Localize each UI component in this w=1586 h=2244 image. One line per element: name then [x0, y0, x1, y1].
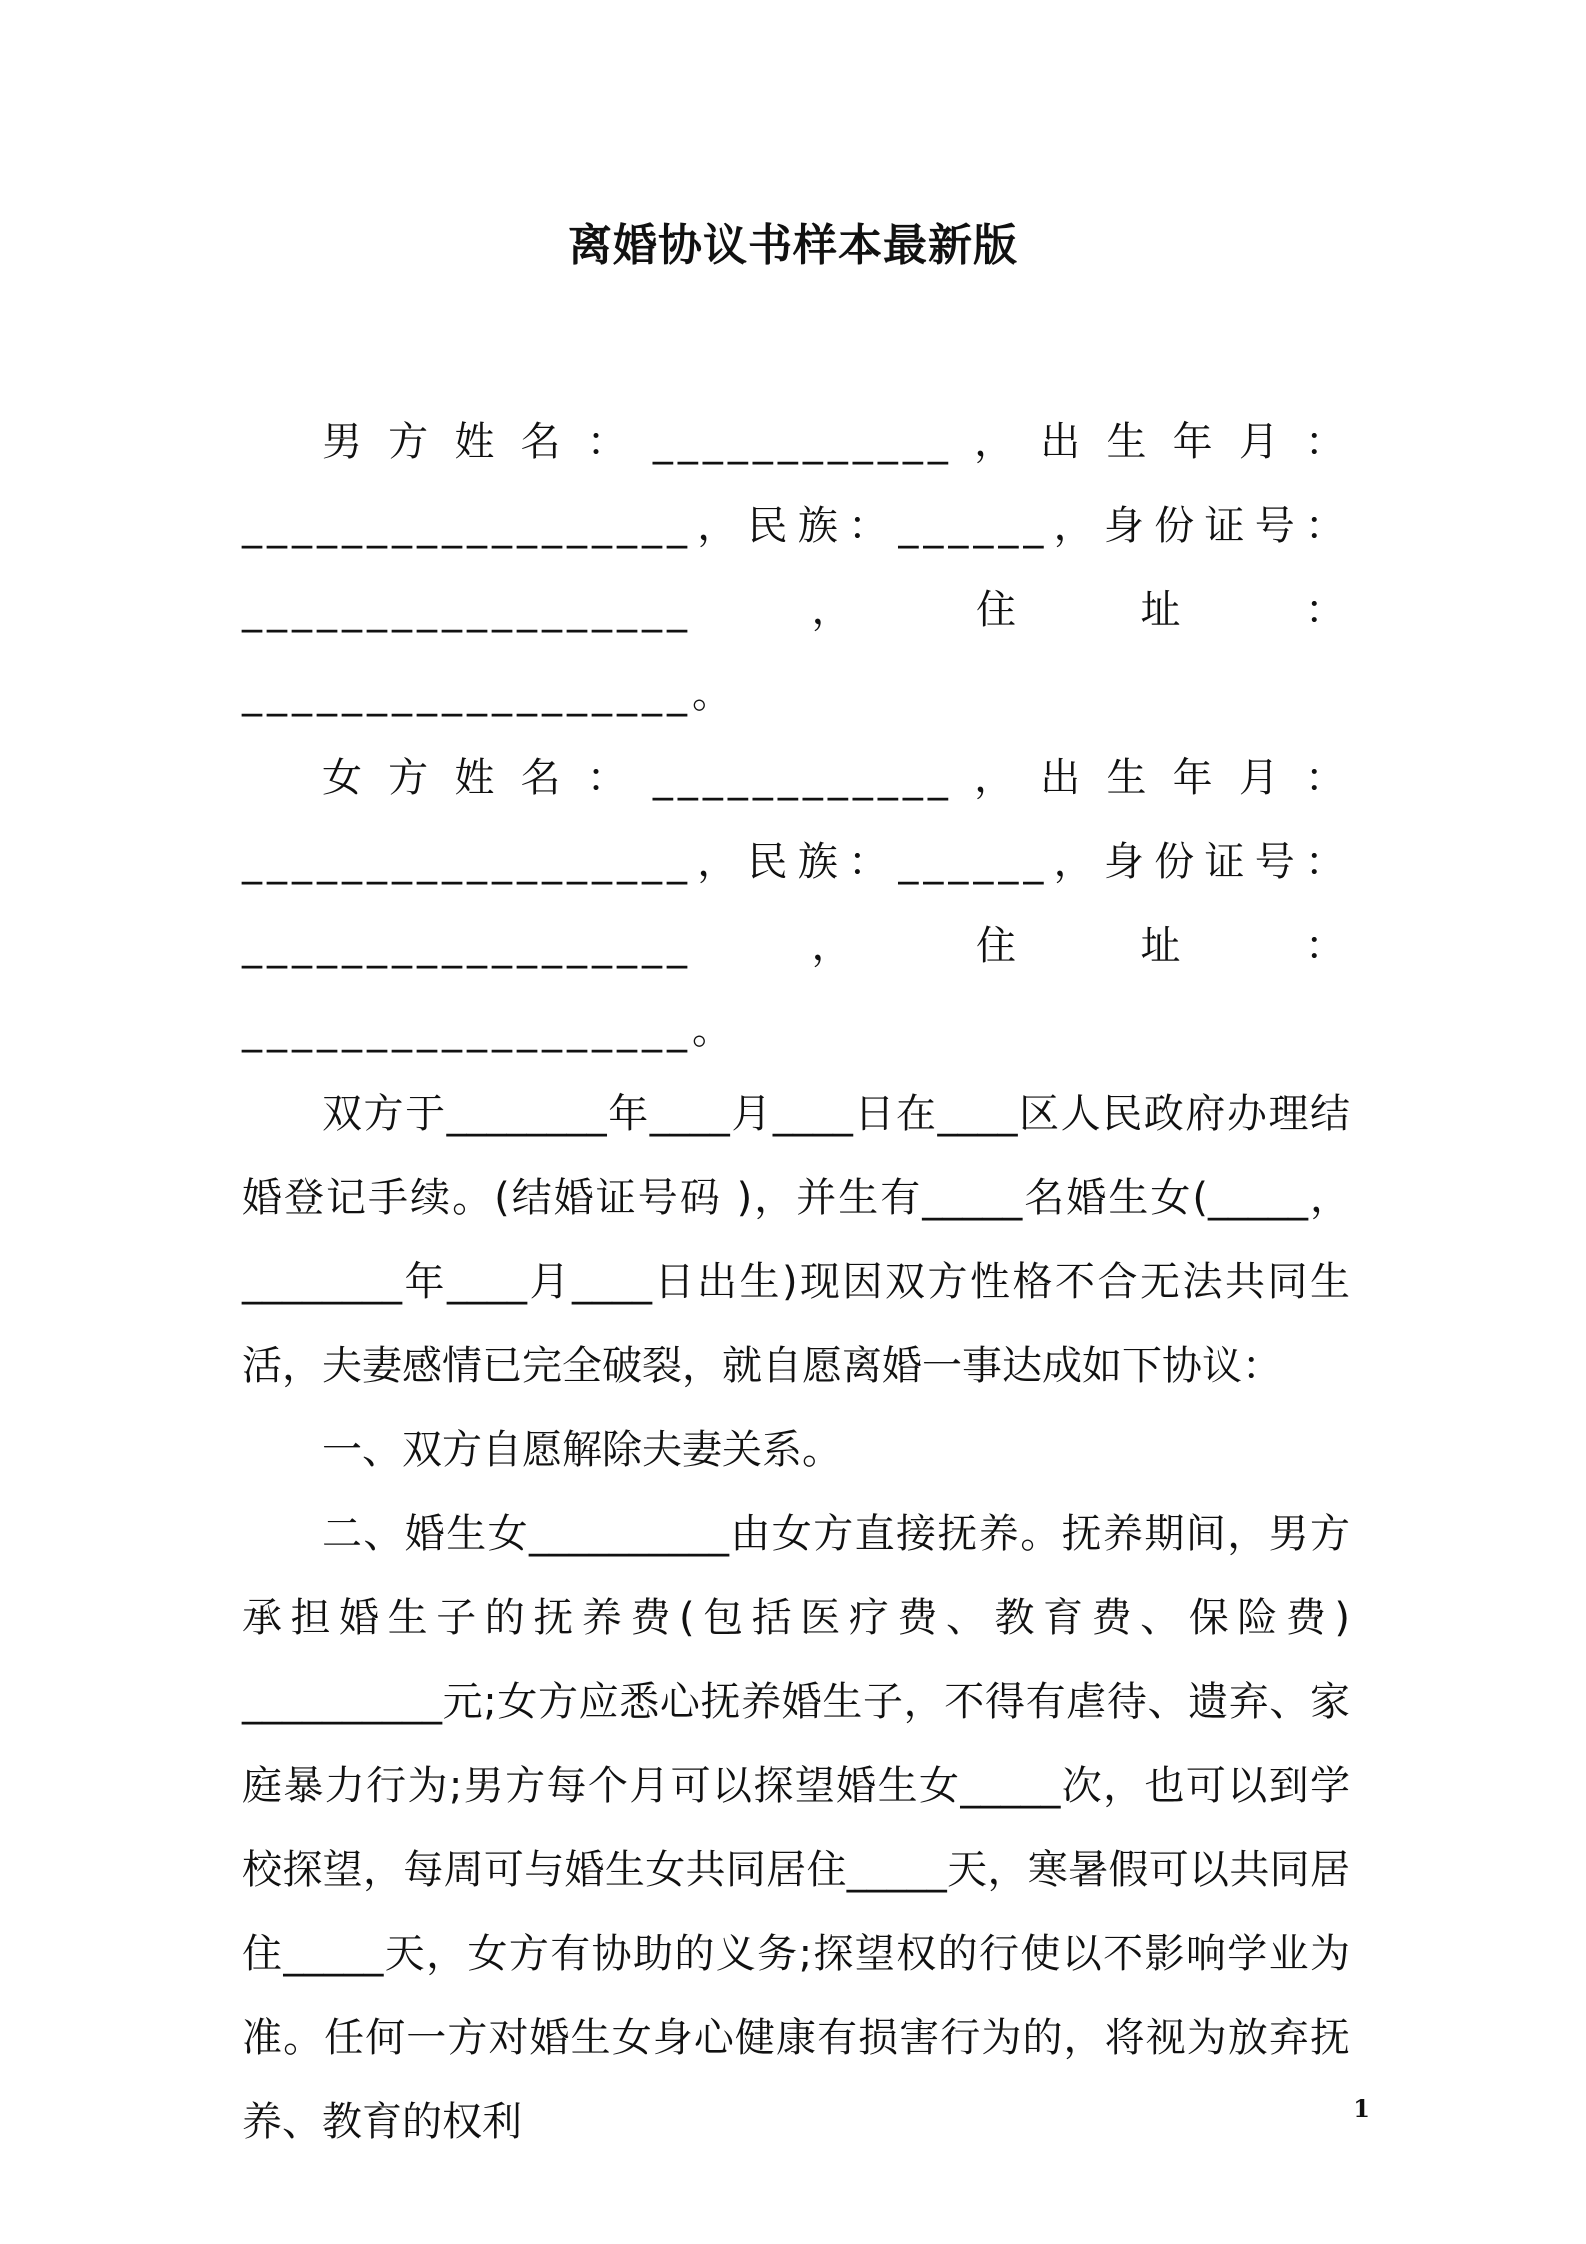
paragraph-male-party-info: 男方姓名：____________，出生年月：__________________，民族：______，身份证号：__________________，住址：__________________。: [242, 419, 1350, 717]
paragraph-female-party-info: 女方姓名：____________，出生年月：__________________，民族：______，身份证号：__________________，住址：__________________。: [242, 755, 1350, 1053]
document-title: 离婚协议书样本最新版: [568, 220, 1018, 271]
page-number: 1: [1353, 2094, 1370, 2123]
paragraph-clause-two: 二、婚生女__________由女方直接抚养。抚养期间，男方承担婚生子的抚养费(包括医疗费、教育费、保险费) __________元;女方应悉心抚养婚生子，不得有虐待、遗弃、家庭暴力行为;男方每个月可以探望婚生女_____次，也可以到学校探望，每周可与婚生女共同居住_____天，寒暑假可以共同居住_____天，女方有协助的义务;探望权的行使以不影响学业为准。任何一方对婚生女身心健康有损害行为的，将视为放弃抚养、教育的权利: [242, 1511, 1350, 2145]
document-body: [242, 400, 1350, 2164]
paragraph-marriage-statement: 双方于________年____月____日在____区人民政府办理结婚登记手续。(结婚证号码 )，并生有_____名婚生女(_____，________年____月____日出生)现因双方性格不合无法共同生活，夫妻感情已完全破裂，就自愿离婚一事达成如下协议：: [242, 1091, 1350, 1389]
paragraph-clause-one: 一、双方自愿解除夫妻关系。: [322, 1427, 842, 1473]
